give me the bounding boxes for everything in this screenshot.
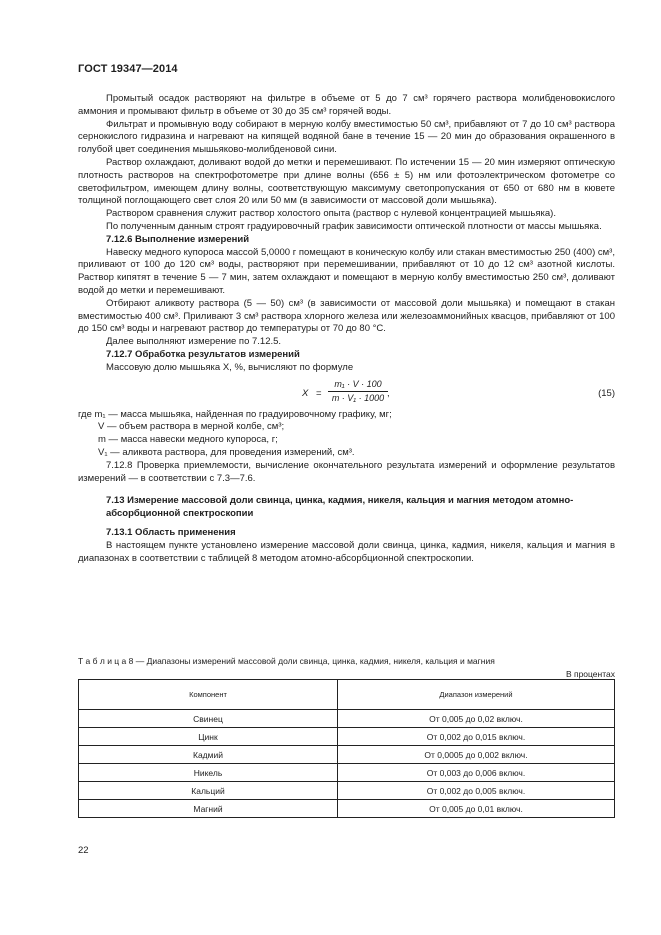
paragraph: Навеску медного купороса массой 5,0000 г помещают в коническую колбу или стакан вместимостью 250 (400) см³, приливают от 100 до 120 см³ воды, растворяют при перемешивании, прибавляют от 10 до 12 см³ азотной кислоты. Раствор кипятят в течение 5 — 7 мин, затем охлаждают и помещают в мерную колбу вместимостью 250 см³, доливают водой до метки и перемешивают. (78, 246, 615, 296)
table-cell: Кадмий (79, 746, 338, 764)
table-cell: От 0,002 до 0,015 включ. (338, 728, 615, 746)
formula-15 (78, 379, 615, 409)
table-cell: От 0,005 до 0,01 включ. (338, 800, 615, 818)
table-units: В процентах (565, 669, 615, 679)
paragraph: Далее выполняют измерение по 7.12.5. (106, 336, 282, 348)
table-row (79, 746, 615, 764)
table-row (79, 800, 615, 818)
formula-legend-item: V₁ — аликвота раствора, для проведения измерений, см³. (98, 446, 355, 458)
table-header-row (79, 680, 615, 710)
formula-denominator: m · V₁ · 1000 (331, 392, 385, 403)
paragraph: Отбирают аликвоту раствора (5 — 50) см³ (в зависимости от массовой доли мышьяка) и помещают в стакан вместимостью 400 см³. Приливают 3 см³ раствора хлорного железа или железоаммонийных квасцов, прибавляют от 100 до 150 см³ воды и нагревают раствор до температуры от 70 до 80 °С. (78, 297, 615, 335)
formula-legend-item: m — масса навески медного купороса, г; (98, 434, 278, 446)
paragraph: Раствором сравнения служит раствор холостого опыта (раствор с нулевой концентрацией мышьяка). (106, 208, 556, 220)
paragraph: Раствор охлаждают, доливают водой до метки и перемешивают. По истечении 15 — 20 мин измеряют оптическую плотность растворов на спектрофотометре при длине волны (656 ± 5) нм или фотоэлектрическом фотометре со светофильтром, имеющем длину волны, соответствующую максимуму светопропускания от 650 от 680 нм в кювете толщиной поглощающего свет слоя 20 или 50 мм (в зависимости от массовой доли мышьяка). (78, 156, 615, 207)
table-cell: Цинк (79, 728, 338, 746)
table-row (79, 764, 615, 782)
table-caption: Т а б л и ц а 8 — Диапазоны измерений массовой доли свинца, цинка, кадмия, никеля, кальция и магния (78, 656, 495, 666)
formula-fraction (328, 379, 388, 404)
table-header-cell: Компонент (79, 680, 338, 710)
section-heading-7-13: 7.13 Измерение массовой доли свинца, цинка, кадмия, никеля, кальция и магния методом атомно-абсорбционной спектроскопии (106, 495, 574, 520)
table-header-cell: Диапазон измерений (338, 680, 615, 710)
table-cell: Магний (79, 800, 338, 818)
table-8 (78, 679, 615, 818)
section-heading-7-13-1: 7.13.1 Область применения (106, 526, 236, 538)
table-cell: Кальций (79, 782, 338, 800)
formula-comma: , (387, 387, 390, 399)
paragraph: В настоящем пункте установлено измерение массовой доли свинца, цинка, кадмия, никеля, кальция и магния в диапазонах в соответствии с таблицей 8 методом атомно-абсорбционной спектроскопии. (78, 539, 615, 564)
table-row (79, 728, 615, 746)
table-cell: Никель (79, 764, 338, 782)
table-cell: От 0,003 до 0,006 включ. (338, 764, 615, 782)
body-text (78, 93, 615, 565)
paragraph: Промытый осадок растворяют на фильтре в объеме от 5 до 7 см³ горячего раствора молибденовокислого аммония и промывают фильтр в объеме от 30 до 35 см³ горячей воды. (78, 93, 615, 117)
section-heading-7-12-6: 7.12.6 Выполнение измерений (106, 233, 250, 245)
formula-number: (15) (598, 387, 615, 399)
table-row (79, 782, 615, 800)
paragraph: 7.12.8 Проверка приемлемости, вычисление окончательного результата измерений и оформление результатов измерений — в соответствии с 7.3—7.6. (78, 459, 615, 484)
table-row (79, 710, 615, 728)
table-cell: Свинец (79, 710, 338, 728)
formula-legend-item: V — объем раствора в мерной колбе, см³; (98, 421, 285, 433)
document-header: ГОСТ 19347—2014 (78, 63, 178, 75)
paragraph: Фильтрат и промывную воду собирают в мерную колбу вместимостью 50 см³, прибавляют от 7 до 10 см³ раствора сернокислого гидразина и нагревают на кипящей водяной бане в течение 15 — 20 мин до образования окрашенного в голубой цвет соединения мышьяково-молибденовой сини. (78, 118, 615, 156)
section-heading-7-12-7: 7.12.7 Обработка результатов измерений (106, 348, 300, 360)
table-cell: От 0,0005 до 0,002 включ. (338, 746, 615, 764)
paragraph: По полученным данным строят градуировочный график зависимости оптической плотности от массы мышьяка. (106, 220, 602, 232)
page-number: 22 (78, 845, 89, 856)
formula-numerator: m₁ · V · 100 (328, 379, 388, 392)
formula-legend-item: где m₁ — масса мышьяка, найденная по градуировочному графику, мг; (78, 408, 392, 420)
table-cell: От 0,005 до 0,02 включ. (338, 710, 615, 728)
paragraph: Массовую долю мышьяка X, %, вычисляют по формуле (106, 361, 354, 373)
table-cell: От 0,002 до 0,005 включ. (338, 782, 615, 800)
formula-equals: = (316, 387, 322, 399)
formula-lhs: X (302, 387, 309, 399)
